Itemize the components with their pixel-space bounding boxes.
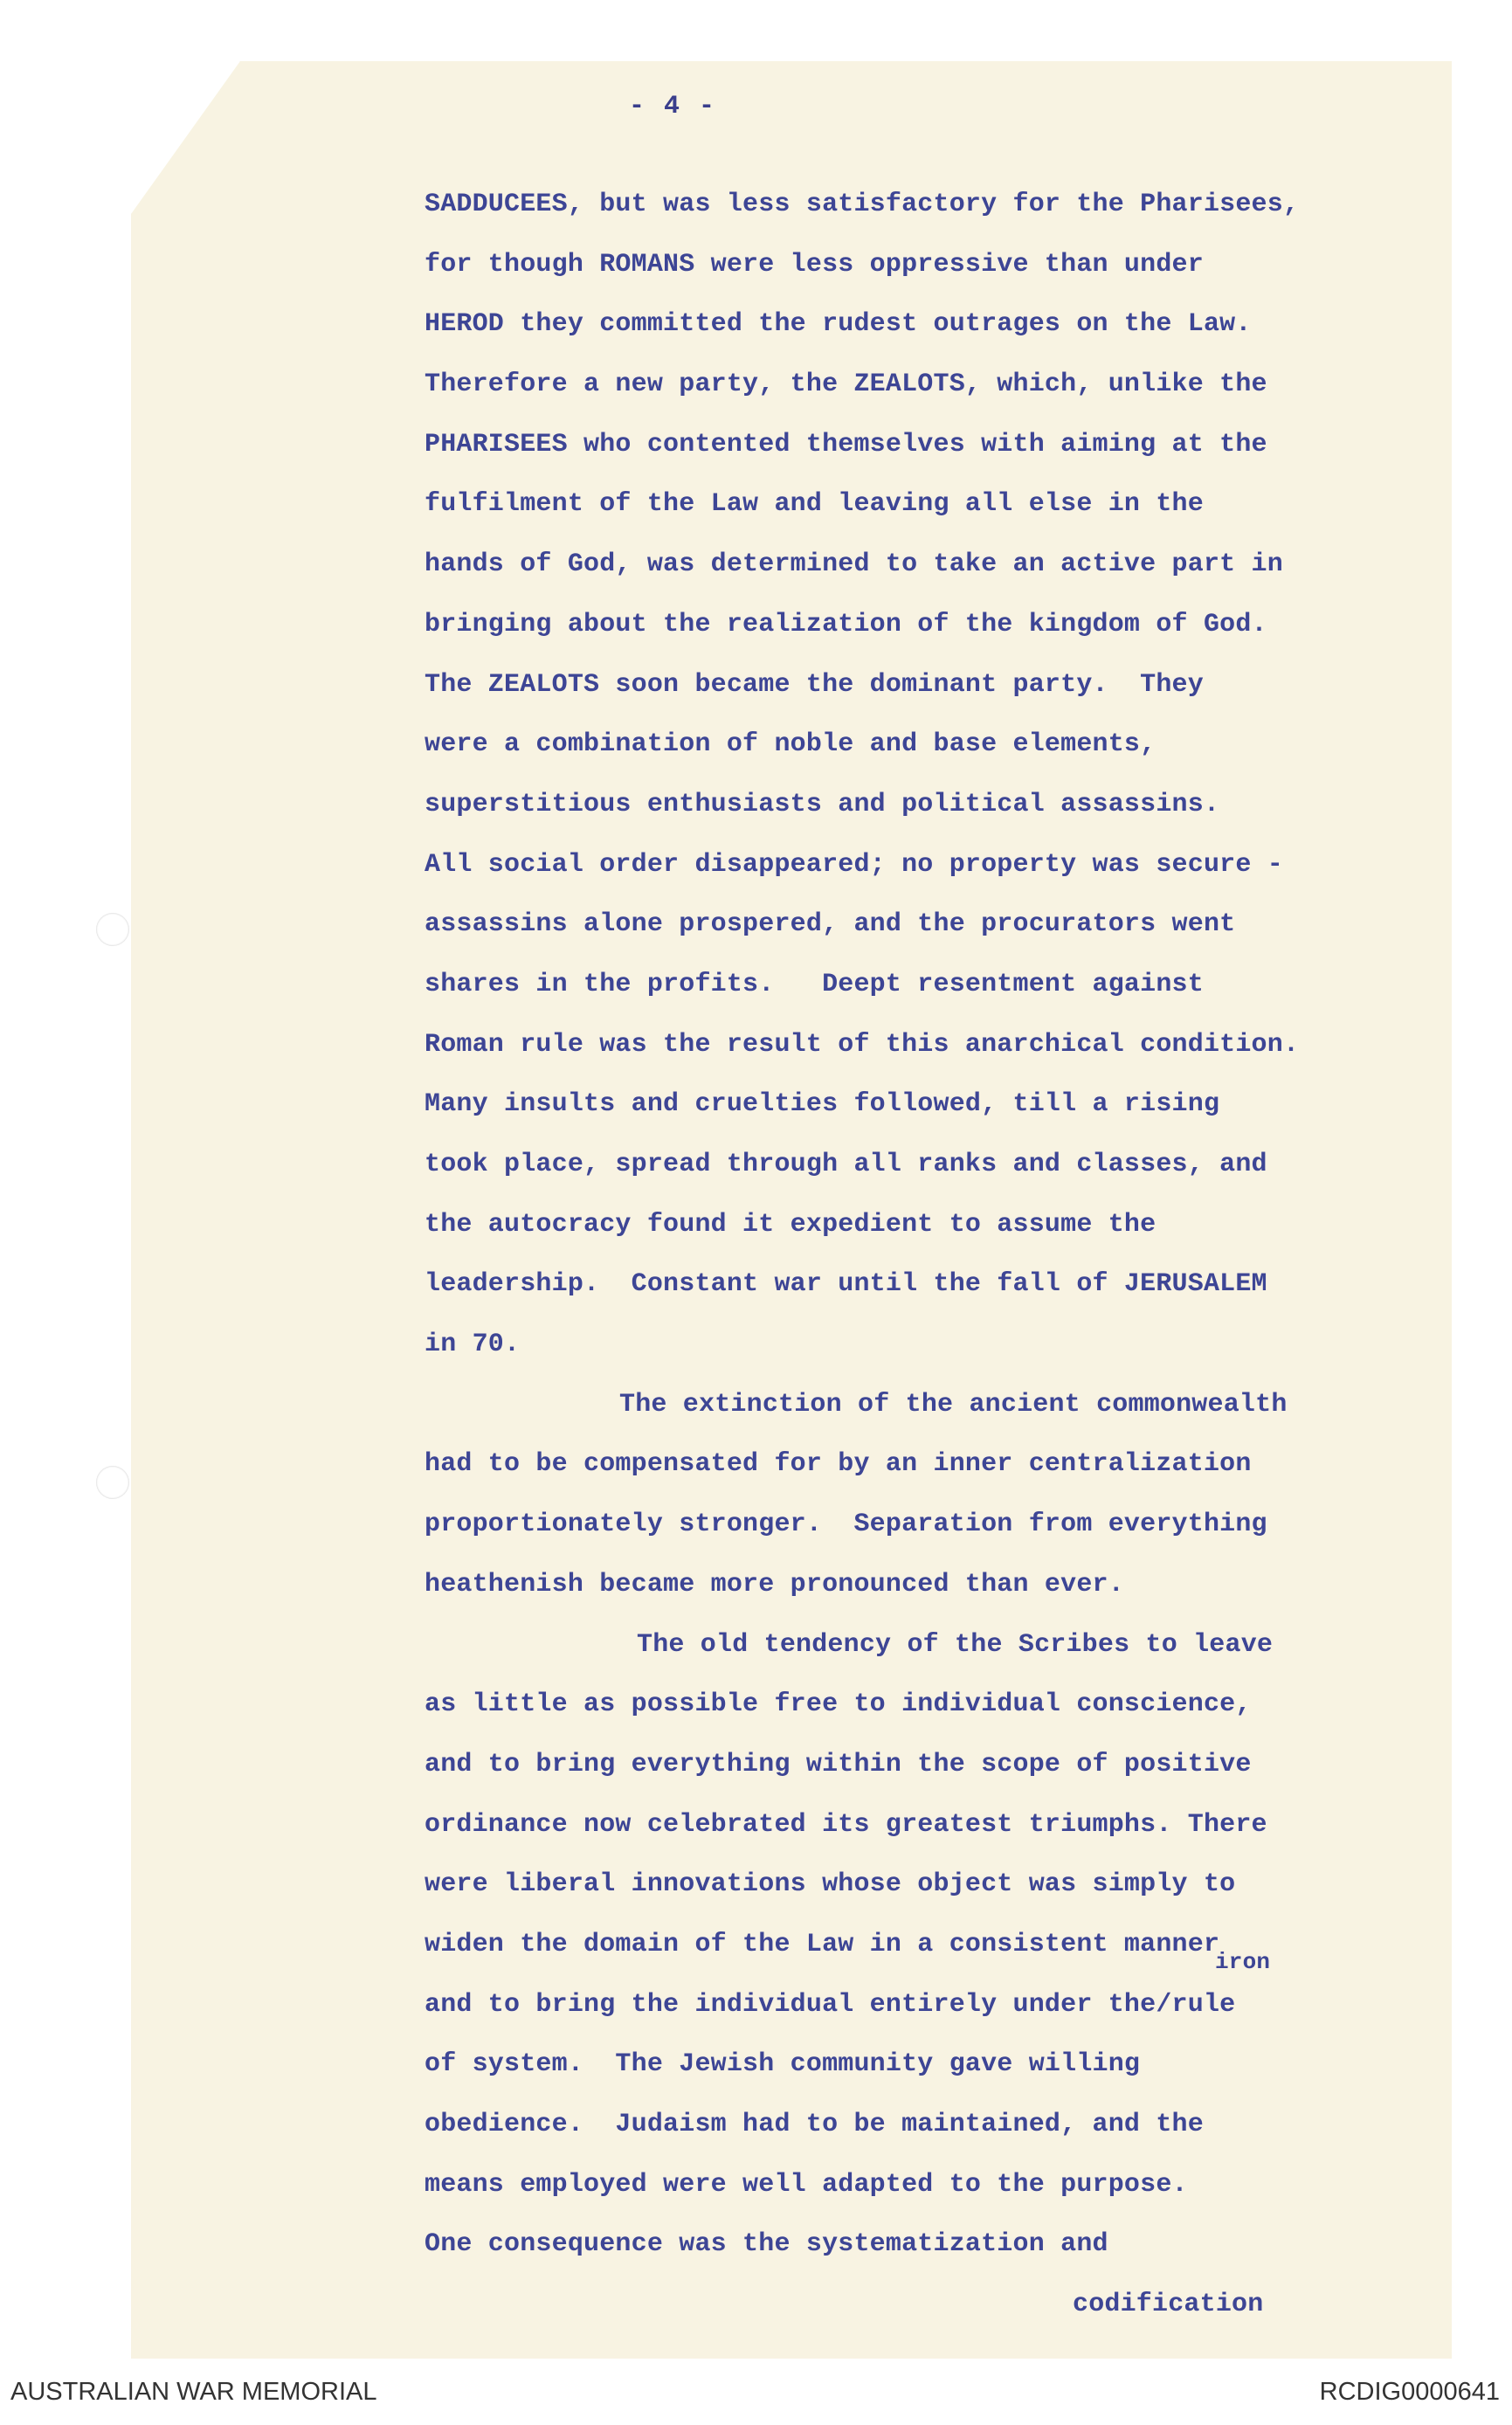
text-line: One consequence was the systematization and [425, 2229, 1108, 2260]
text-line: shares in the profits. Deept resentment against [425, 969, 1204, 999]
text-line: of system. The Jewish community gave willing [425, 2049, 1141, 2080]
text-line: All social order disappeared; no property was secure - [425, 849, 1283, 880]
text-line: took place, spread through all ranks and classes, and [425, 1150, 1267, 1179]
text-line: had to be compensated for by an inner centralization [425, 1449, 1252, 1480]
punch-hole-bottom [96, 1466, 129, 1499]
text-line-with-insertion [425, 1948, 1403, 2035]
text-line: leadership. Constant war until the fall of JERUSALEM [425, 1269, 1267, 1300]
text-line: obedience. Judaism had to be maintained, and the [425, 2110, 1204, 2139]
text-line: SADDUCEES, but was less satisfactory for the Pharisees, [425, 190, 1300, 219]
text-line: fulfilment of the Law and leaving all else in the [425, 489, 1204, 520]
text-line: assassins alone prospered, and the procurators went [425, 909, 1236, 940]
text-line-content: and to bring the individual entirely under the/rule [425, 1989, 1236, 2020]
text-line: PHARISEES who contented themselves with aiming at the [425, 429, 1267, 459]
text-line: The ZEALOTS soon became the dominant party. They [425, 669, 1204, 700]
text-line: superstitious enthusiasts and political assassins. [425, 789, 1220, 819]
text-line: Therefore a new party, the ZEALOTS, which, unlike the [425, 370, 1267, 400]
footer-record-id: RCDIG0000641 [1319, 2378, 1500, 2406]
text-line: ordinance now celebrated its greatest triumphs. There [425, 1809, 1267, 1840]
text-line: the autocracy found it expedient to assume the [425, 1209, 1156, 1240]
text-line: were a combination of noble and base elements, [425, 729, 1156, 760]
text-line: means employed were well adapted to the purpose. [425, 2169, 1188, 2200]
text-line: Roman rule was the result of this anarchical condition. [425, 1029, 1300, 1060]
text-line: hands of God, was determined to take an active part in [425, 549, 1283, 580]
text-line: in 70. [425, 1330, 521, 1360]
text-line: heathenish became more pronounced than ever. [425, 1569, 1124, 1599]
text-line: bringing about the realization of the kingdom of God. [425, 609, 1267, 639]
text-line: were liberal innovations whose object was simply to [425, 1869, 1236, 1900]
paragraph-start-line: The extinction of the ancient commonwealth [619, 1389, 1288, 1420]
footer-archive-name: AUSTRALIAN WAR MEMORIAL [10, 2378, 377, 2406]
text-line: Many insults and cruelties followed, till a rising [425, 1089, 1220, 1120]
text-line: proportionately stronger. Separation from everything [425, 1510, 1267, 1540]
text-line: and to bring everything within the scope of positive [425, 1749, 1252, 1779]
text-line: for though ROMANS were less oppressive than under [425, 249, 1204, 280]
punch-hole-top [96, 913, 129, 946]
interlinear-insertion: iron [1215, 1948, 1271, 1975]
typed-text-body [425, 175, 1403, 2335]
page-number: - 4 - [629, 92, 717, 121]
text-line: widen the domain of the Law in a consistent manner [425, 1929, 1220, 1959]
text-line: as little as possible free to individual conscience, [425, 1689, 1252, 1720]
paragraph-start-line: The old tendency of the Scribes to leave [637, 1629, 1274, 1660]
catchword: codification [1073, 2290, 1264, 2320]
text-line: HEROD they committed the rudest outrages on the Law. [425, 309, 1252, 340]
